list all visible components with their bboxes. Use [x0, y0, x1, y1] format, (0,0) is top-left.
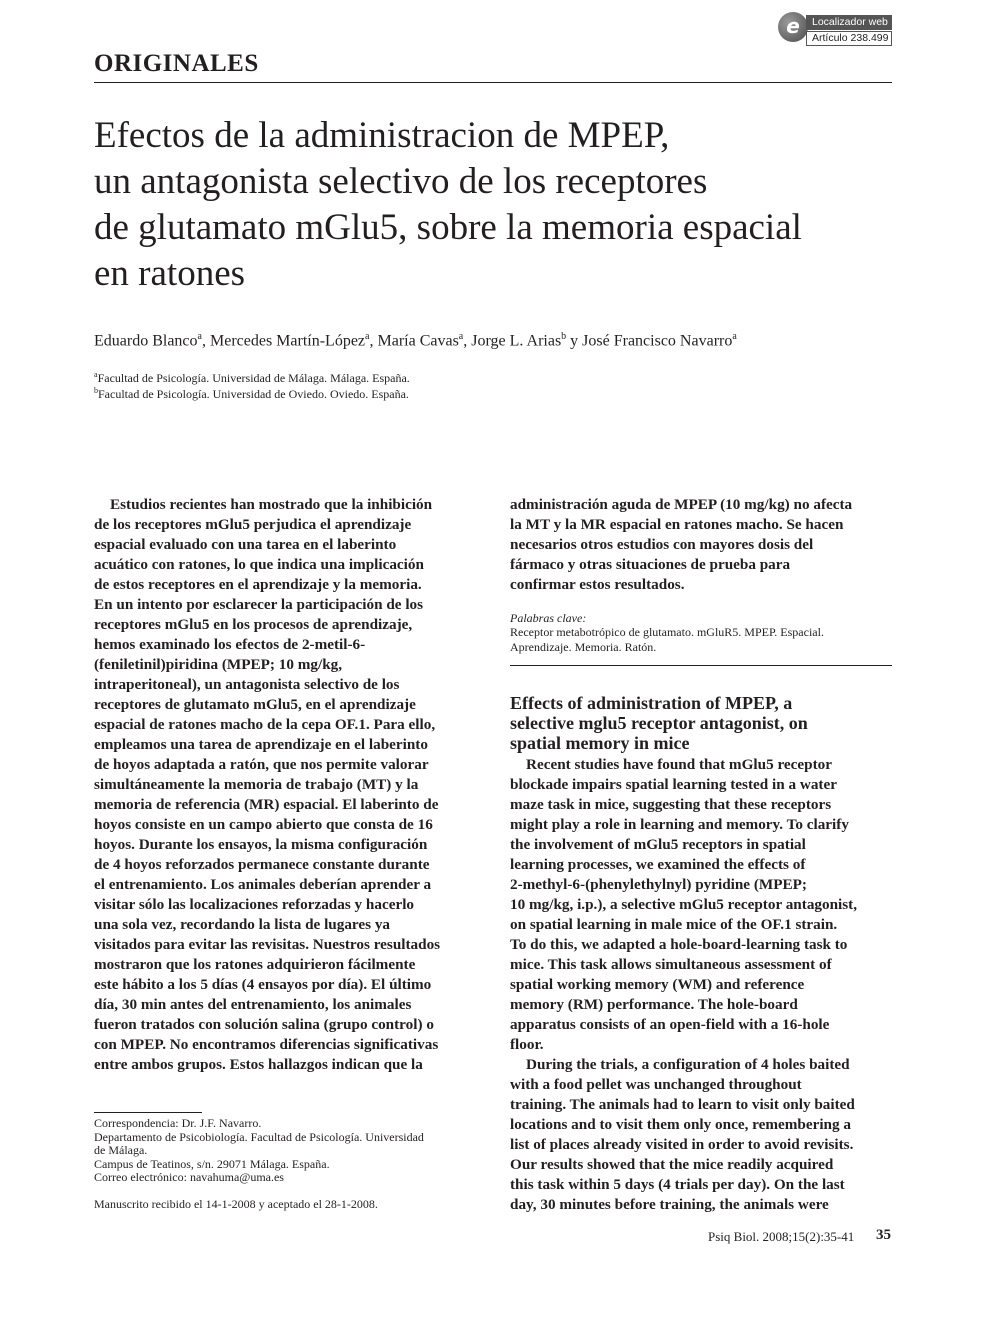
text-line: mostraron que los ratones adquirieron fácilmente — [94, 956, 416, 973]
english-title-line: spatial memory in mice — [510, 733, 690, 753]
text-line: list of places already visited in order to avoid revisits. — [510, 1136, 854, 1153]
text-line: con MPEP. No encontramos diferencias significativas — [94, 1036, 439, 1053]
text-line: espacial evaluado con una tarea en el laberinto — [94, 536, 397, 553]
text-line: necesarios otros estudios con mayores dosis del — [510, 536, 814, 553]
text-line: receptores mGlu5 en los procesos de aprendizaje, — [94, 616, 413, 633]
text-line: with a food pellet was unchanged throughout — [510, 1076, 802, 1093]
author-sep: , — [201, 332, 210, 350]
e-logo-icon: e — [778, 12, 808, 42]
text-line: empleamos una tarea de aprendizaje en el laberinto — [94, 736, 428, 753]
web-locator-badge — [778, 12, 894, 48]
text-line: de 4 hoyos reforzados permanece constante durante — [94, 856, 430, 873]
author-affil-mark: a — [732, 331, 737, 342]
keywords-line: Aprendizaje. Memoria. Ratón. — [510, 640, 657, 654]
keywords-divider — [510, 665, 892, 666]
author-name: María Cavas — [377, 332, 459, 350]
text-line: el entrenamiento. Los animales deberían aprender a — [94, 876, 432, 893]
affiliation — [94, 370, 410, 386]
author-sep: y — [566, 332, 583, 350]
text-line: 2-methyl-6-(phenylethylnyl) pyridine (MPEP; — [510, 876, 807, 893]
affiliation-text: Facultad de Psicología. Universidad de Oviedo. Oviedo. España. — [98, 387, 409, 401]
footnote-divider — [94, 1112, 202, 1113]
keywords-line: Receptor metabotrópico de glutamato. mGluR5. MPEP. Espacial. — [510, 625, 824, 639]
text-line: hemos examinado los efectos de 2-metil-6- — [94, 636, 366, 653]
text-line: the involvement of mGlu5 receptors in spatial — [510, 836, 806, 853]
text-line: might play a role in learning and memory. To clarify — [510, 816, 849, 833]
correspondence-email: Correo electrónico: navahuma@uma.es — [94, 1170, 284, 1184]
author-name: Jorge L. Arias — [471, 332, 562, 350]
correspondence-line: de Málaga. — [94, 1143, 148, 1157]
text-line: Our results showed that the mice readily acquired — [510, 1156, 834, 1173]
affiliation — [94, 386, 409, 402]
text-line: confirmar estos resultados. — [510, 576, 685, 593]
text-line: receptores de glutamato mGlu5, en el aprendizaje — [94, 696, 416, 713]
text-line: intraperitoneal), un antagonista selectivo de los — [94, 676, 400, 693]
text-line: fueron tratados con solución salina (grupo control) o — [94, 1016, 434, 1033]
abstract-en — [510, 755, 857, 1215]
text-line: visitar sólo las localizaciones reforzadas y hacerlo — [94, 896, 415, 913]
section-label: ORIGINALES — [94, 50, 259, 77]
author-sep: , — [463, 332, 472, 350]
affiliation-text: Facultad de Psicología. Universidad de Málaga. Málaga. España. — [97, 371, 410, 385]
text-line: Recent studies have found that mGlu5 receptor — [526, 756, 832, 773]
text-line: hoyos. Durante los ensayos, la misma configuración — [94, 836, 428, 853]
correspondence-block — [94, 1117, 424, 1185]
text-line: Estudios recientes han mostrado que la inhibición — [110, 496, 433, 513]
author-sep: , — [369, 332, 378, 350]
author-affil-mark: a — [365, 331, 370, 342]
text-line: hoyos consiste en un campo abierto que consta de 16 — [94, 816, 433, 833]
text-line: este hábito a los 5 días (4 ensayos por día). El último — [94, 976, 432, 993]
english-title-line: selective mglu5 receptor antagonist, on — [510, 713, 808, 733]
manuscript-note: Manuscrito recibido el 14-1-2008 y aceptado el 28-1-2008. — [94, 1197, 378, 1211]
text-line: floor. — [510, 1036, 544, 1053]
text-line: una sola vez, recordando la lista de lugares ya — [94, 916, 391, 933]
text-line: la MT y la MR espacial en ratones macho. Se hacen — [510, 516, 844, 533]
text-line: simultáneamente la memoria de trabajo (MT) y la — [94, 776, 419, 793]
affiliation-mark: b — [94, 386, 98, 395]
text-line: mice. This task allows simultaneous assessment of — [510, 956, 832, 973]
text-line: on spatial learning in male mice of the OF.1 strain. — [510, 916, 838, 933]
text-line: de hoyos adaptada a ratón, que nos permite valorar — [94, 756, 429, 773]
header-divider — [94, 82, 892, 83]
text-line: de estos receptores en el aprendizaje y la memoria. — [94, 576, 422, 593]
text-line: apparatus consists of an open-field with a 16-hole — [510, 1016, 830, 1033]
text-line: visitados para evitar las revisitas. Nuestros resultados — [94, 936, 441, 953]
keywords-label: Palabras clave: — [510, 611, 587, 625]
text-line: día, 30 min antes del entrenamiento, los animales — [94, 996, 412, 1013]
text-line: entre ambos grupos. Estos hallazgos indican que la — [94, 1056, 423, 1073]
author-list — [94, 331, 737, 350]
text-line: de los receptores mGlu5 perjudica el aprendizaje — [94, 516, 412, 533]
correspondence-line: Campus de Teatinos, s/n. 29071 Málaga. España. — [94, 1156, 330, 1171]
badge-article-id: Artículo 238.499 — [806, 31, 892, 46]
text-line: En un intento por esclarecer la participación de los — [94, 596, 424, 613]
text-line: training. The animals had to learn to visit only baited — [510, 1096, 855, 1113]
text-line: this task within 5 days (4 trials per day). On the last — [510, 1176, 845, 1193]
text-line: spatial working memory (WM) and reference — [510, 976, 805, 993]
text-line: blockade impairs spatial learning tested in a water — [510, 776, 837, 793]
badge-label: Localizador web — [806, 15, 892, 30]
correspondence-line: Correspondencia: Dr. J.F. Navarro. — [94, 1116, 262, 1130]
text-line: learning processes, we examined the effects of — [510, 856, 806, 873]
author-name: Mercedes Martín-López — [209, 332, 366, 350]
keywords-list — [510, 625, 824, 655]
text-line: administración aguda de MPEP (10 mg/kg) no afecta — [510, 496, 853, 513]
title-line: un antagonista selectivo de los receptores — [94, 161, 708, 202]
text-line: maze task in mice, suggesting that these receptors — [510, 796, 832, 813]
text-line: (feniletinil)piridina (MPEP; 10 mg/kg, — [94, 656, 343, 673]
english-title-line: Effects of administration of MPEP, a — [510, 693, 793, 713]
text-line: espacial de ratones macho de la cepa OF.1. Para ello, — [94, 716, 436, 733]
abstract-es-column-1 — [94, 495, 440, 1075]
correspondence-line: Departamento de Psicobiología. Facultad de Psicología. Universidad — [94, 1129, 424, 1144]
author-affil-mark: a — [197, 331, 202, 342]
author-affil-mark: b — [561, 331, 567, 342]
affiliation-mark: a — [94, 370, 98, 379]
text-line: During the trials, a configuration of 4 holes baited — [526, 1056, 850, 1073]
article-title — [94, 113, 894, 297]
english-title — [510, 693, 808, 753]
author-name: José Francisco Navarro — [582, 332, 733, 350]
text-line: locations and to visit them only once, remembering a — [510, 1116, 851, 1133]
text-line: acuático con ratones, lo que indica una implicación — [94, 556, 424, 573]
page-number: 35 — [876, 1227, 891, 1243]
text-line: memory (RM) performance. The hole-board — [510, 996, 798, 1013]
text-line: fármaco y otras situaciones de prueba para — [510, 556, 791, 573]
title-line: en ratones — [94, 253, 246, 294]
author-affil-mark: a — [458, 331, 464, 342]
text-line: memoria de referencia (MR) espacial. El laberinto de — [94, 796, 439, 813]
running-footer: Psiq Biol. 2008;15(2):35-41 — [708, 1229, 855, 1244]
title-line: Efectos de la administracion de MPEP, — [94, 115, 670, 156]
abstract-es-column-2 — [510, 495, 852, 595]
text-line: 10 mg/kg, i.p.), a selective mGlu5 receptor antagonist, — [510, 896, 858, 913]
author-name: Eduardo Blanco — [94, 332, 198, 350]
text-line: day, 30 minutes before training, the animals were — [510, 1196, 829, 1213]
title-line: de glutamato mGlu5, sobre la memoria espacial — [94, 207, 802, 248]
text-line: To do this, we adapted a hole-board-learning task to — [510, 936, 848, 953]
